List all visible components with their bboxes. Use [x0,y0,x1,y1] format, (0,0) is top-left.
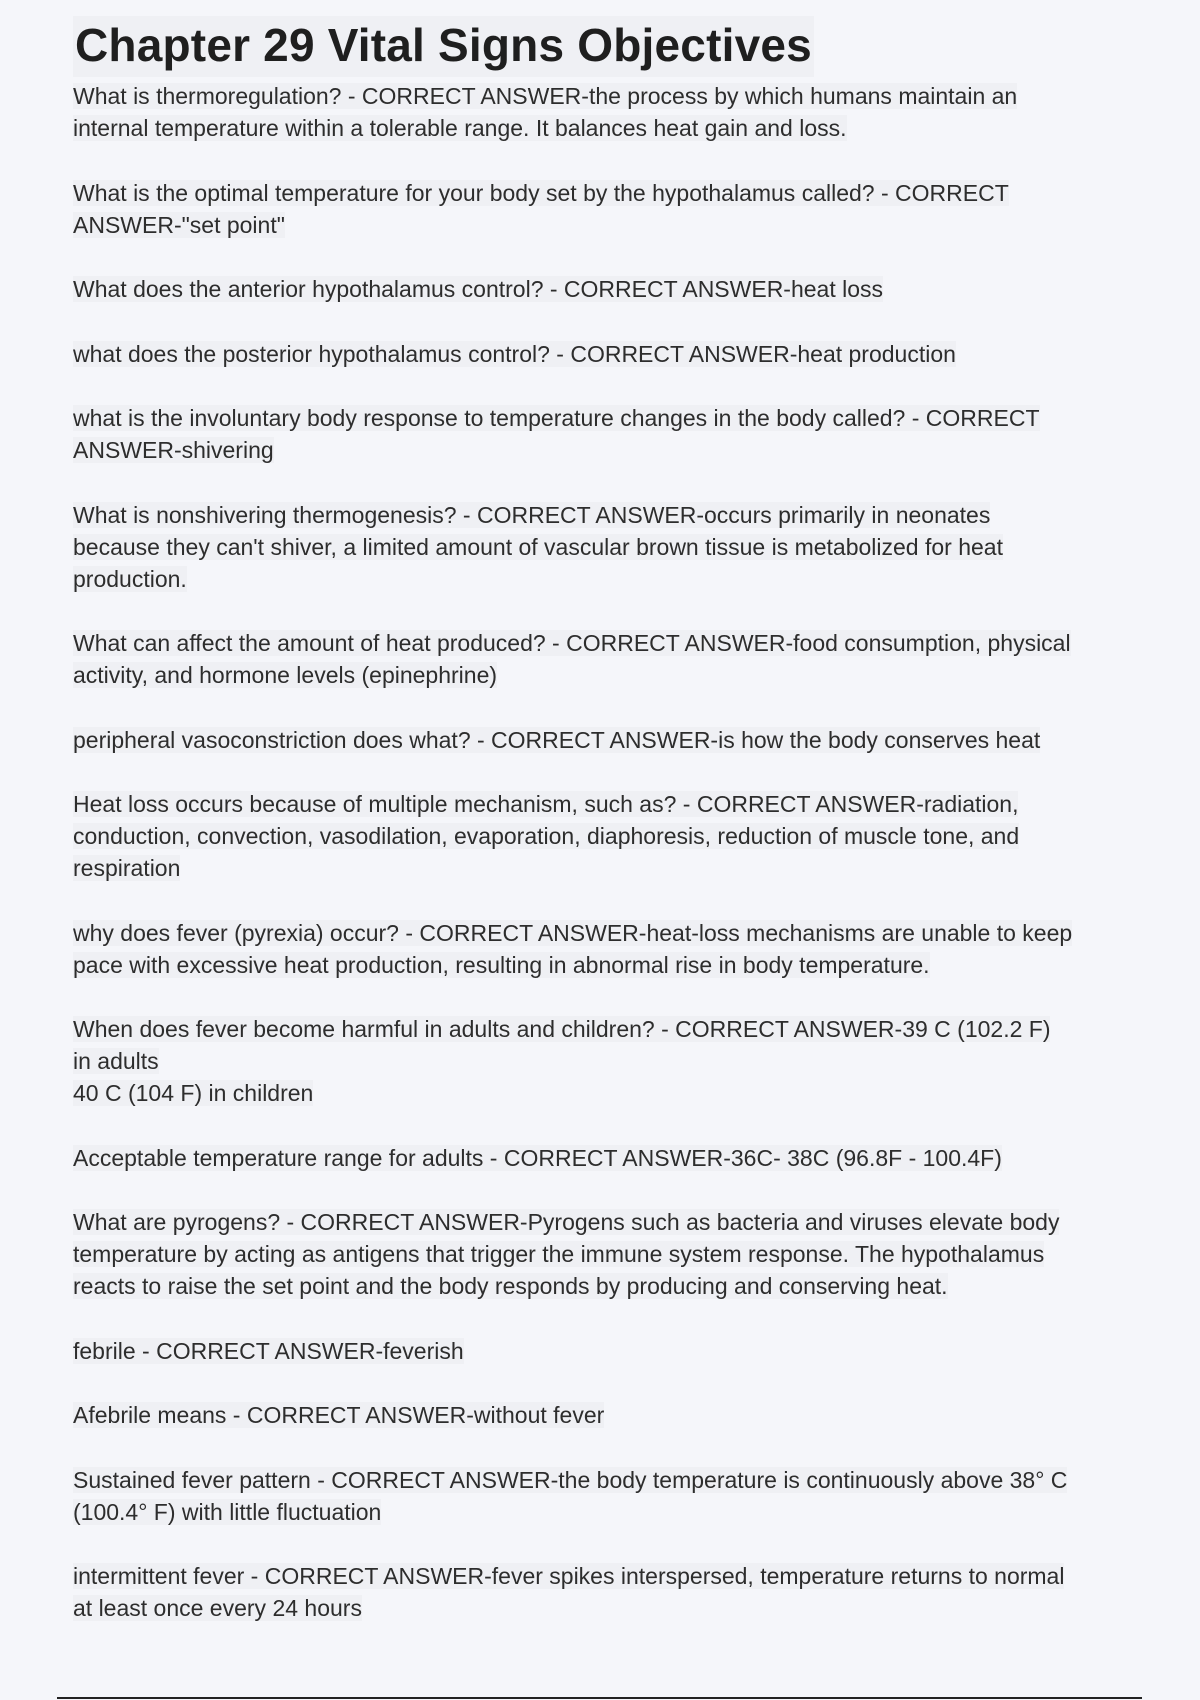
qa-line [73,402,1133,434]
qa-line [73,724,1133,756]
qa-text: When does fever become harmful in adults and children? - CORRECT ANSWER-39 C (102.2 F) [73,1016,1051,1042]
qa-line [73,1142,1133,1174]
qa-text: at least once every 24 hours [73,1595,362,1621]
qa-item [73,724,1133,756]
qa-text: What is nonshivering thermogenesis? - CORRECT ANSWER-occurs primarily in neonates [73,501,991,528]
qa-line [73,949,1133,981]
qa-item [73,1399,1133,1431]
qa-item [73,627,1133,691]
qa-item [73,1142,1133,1174]
qa-item [73,917,1133,981]
qa-line [73,273,1133,305]
qa-text: What does the anterior hypothalamus control? - CORRECT ANSWER-heat loss [73,276,884,302]
qa-line [73,1238,1133,1270]
page-divider [57,1697,1142,1699]
qa-line [73,1560,1133,1592]
qa-text: pace with excessive heat production, resulting in abnormal rise in body temperature. [73,951,930,978]
qa-text: Acceptable temperature range for adults - CORRECT ANSWER-36C- 38C (96.8F - 100.4F) [73,1144,1002,1171]
qa-line [73,1592,1133,1624]
qa-item [73,1464,1133,1528]
qa-line [73,563,1133,595]
qa-text: Heat loss occurs because of multiple mechanism, such as? - CORRECT ANSWER-radiation, [73,791,1019,817]
qa-line [73,209,1133,241]
qa-line [73,627,1133,659]
qa-text: respiration [73,855,181,881]
qa-line [73,1335,1133,1367]
qa-text: temperature by acting as antigens that trigger the immune system response. The hypothalamus [73,1241,1045,1267]
qa-line [73,338,1133,370]
qa-list [73,80,1133,1657]
qa-item [73,788,1133,884]
qa-item [73,1335,1133,1367]
qa-item [73,273,1133,305]
qa-text: Sustained fever pattern - CORRECT ANSWER-the body temperature is continuously above 38° C [73,1466,1068,1493]
qa-line [73,1270,1133,1302]
qa-text: internal temperature within a tolerable range. It balances heat gain and loss. [73,115,847,141]
qa-text: what does the posterior hypothalamus control? - CORRECT ANSWER-heat production [73,340,956,367]
qa-item [73,80,1133,144]
qa-line [73,1206,1133,1238]
qa-line [73,112,1133,144]
qa-text: What are pyrogens? - CORRECT ANSWER-Pyrogens such as bacteria and viruses elevate body [73,1209,1060,1235]
page-title: Chapter 29 Vital Signs Objectives [73,16,814,77]
qa-item [73,402,1133,466]
qa-item [73,1206,1133,1302]
qa-line [73,1464,1133,1496]
qa-line [73,917,1133,949]
qa-text: conduction, convection, vasodilation, evaporation, diaphoresis, reduction of muscle tone, and [73,823,1020,849]
qa-item [73,499,1133,595]
qa-text: in adults [73,1048,159,1074]
qa-text: (100.4° F) with little fluctuation [73,1498,382,1525]
qa-text: What is thermoregulation? - CORRECT ANSWER-the process by which humans maintain an [73,83,1018,109]
qa-line [73,1045,1133,1077]
qa-text: what is the involuntary body response to temperature changes in the body called? - CORRECT [73,405,1040,431]
qa-text: 40 C (104 F) in children [73,1080,314,1106]
qa-line [73,80,1133,112]
qa-text: Afebrile means - CORRECT ANSWER-without fever [73,1402,605,1428]
qa-line [73,820,1133,852]
qa-item [73,177,1133,241]
qa-line [73,1399,1133,1431]
qa-line [73,788,1133,820]
qa-item [73,1560,1133,1624]
qa-line [73,1013,1133,1045]
qa-text: ANSWER-"set point" [73,211,285,238]
qa-text: production. [73,565,187,592]
qa-text: febrile - CORRECT ANSWER-feverish [73,1337,464,1364]
qa-line [73,177,1133,209]
qa-text: activity, and hormone levels (epinephrine) [73,662,498,688]
qa-item [73,338,1133,370]
qa-line [73,434,1133,466]
qa-text: why does fever (pyrexia) occur? - CORRECT ANSWER-heat-loss mechanisms are unable to keep [73,919,1073,946]
qa-text: What can affect the amount of heat produced? - CORRECT ANSWER-food consumption, physical [73,630,1071,656]
qa-text: because they can't shiver, a limited amount of vascular brown tissue is metabolized for heat [73,533,1003,560]
qa-line [73,852,1133,884]
qa-text: intermittent fever - CORRECT ANSWER-fever spikes interspersed, temperature returns to normal [73,1563,1065,1589]
qa-line [73,499,1133,531]
qa-line [73,531,1133,563]
qa-text: What is the optimal temperature for your body set by the hypothalamus called? - CORRECT [73,179,1009,206]
qa-item [73,1013,1133,1109]
qa-text: ANSWER-shivering [73,437,274,463]
qa-line [73,1496,1133,1528]
qa-text: peripheral vasoconstriction does what? - CORRECT ANSWER-is how the body conserves heat [73,726,1041,753]
qa-text: reacts to raise the set point and the body responds by producing and conserving heat. [73,1273,948,1299]
qa-line [73,659,1133,691]
qa-line [73,1077,1133,1109]
